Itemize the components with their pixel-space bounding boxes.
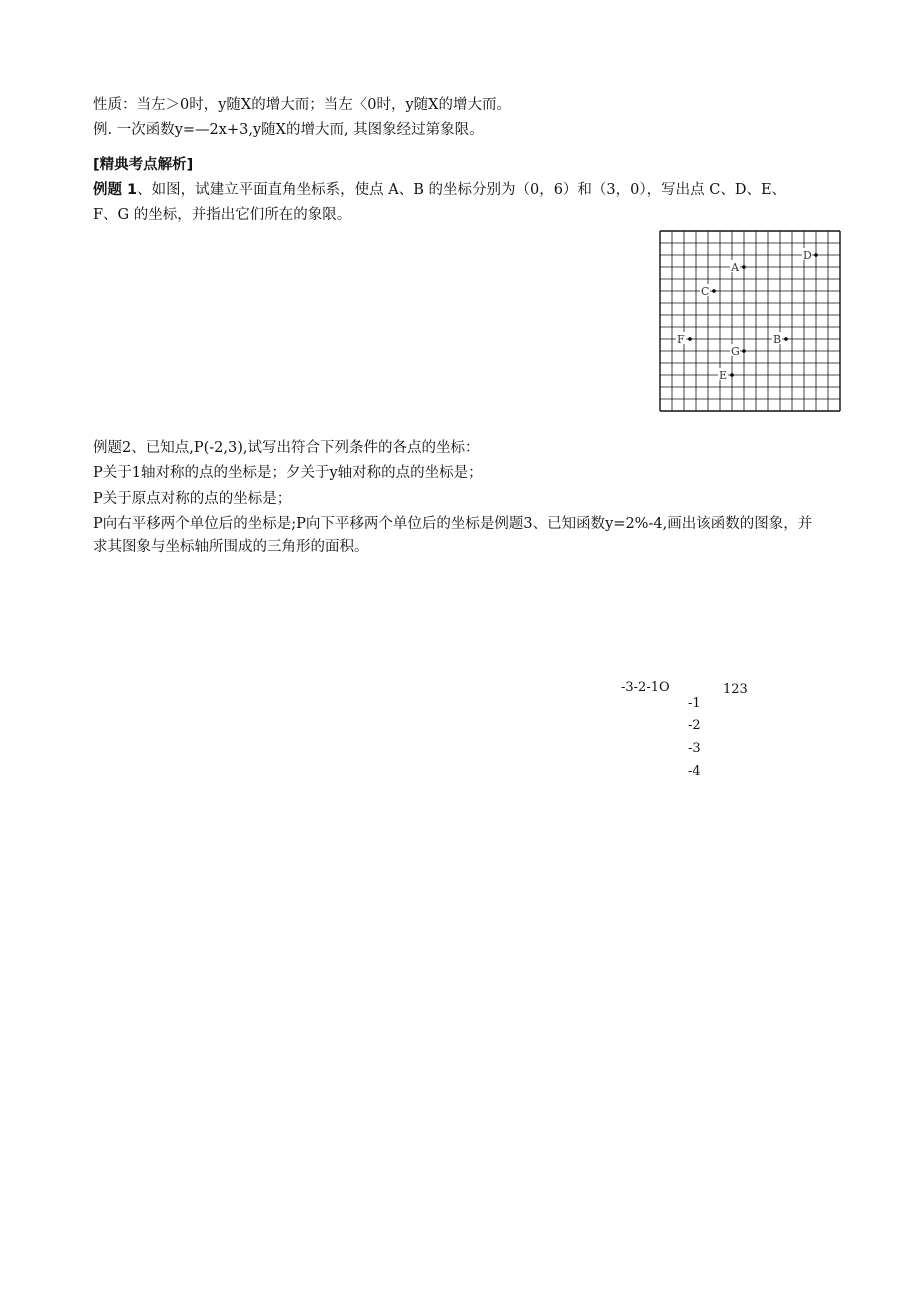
example-text: 例. 一次函数y=—2x+3,y随X的增大而, 其图象经过第象限。 [93, 122, 484, 138]
example-2-line-3: P关于原点对称的点的坐标是； [93, 491, 292, 507]
coordinate-grid-figure [658, 229, 842, 413]
point-g-marker [742, 349, 746, 353]
grid-lines [660, 231, 840, 411]
point-g-label: G [731, 345, 740, 358]
section-heading: [精典考点解析] [93, 157, 194, 173]
x-axis-positive-labels: 123 [723, 682, 748, 697]
y-axis-tick-2: -2 [688, 718, 701, 733]
point-a-label: A [731, 261, 739, 274]
point-a-marker [742, 265, 746, 269]
example-2-line-4: P向右平移两个单位后的坐标是;P向下平移两个单位后的坐标是例题3、已知函数y=2%-4,画出该函数的图象，并 [93, 516, 813, 532]
point-d-label: D [803, 249, 812, 262]
point-c-label: C [701, 285, 710, 298]
x-axis-negative-labels: -3-2-1O [621, 680, 670, 695]
example-2-line-1: 例题2、已知点,P(-2,3),试写出符合下列条件的各点的坐标： [93, 440, 480, 456]
example-2-line-5: 求其图象与坐标轴所围成的三角形的面积。 [93, 539, 369, 555]
y-axis-tick-3: -3 [688, 741, 701, 756]
point-f-marker [688, 337, 692, 341]
property-text: 性质：当左＞0时，y随X的增大而；当左〈0时，y随X的增大而。 [93, 97, 511, 113]
point-b-marker [784, 337, 788, 341]
point-b-label: B [773, 333, 782, 346]
example-1-line-2: F、G 的坐标，并指出它们所在的象限。 [93, 207, 352, 223]
point-e-marker [730, 373, 734, 377]
point-f-label: F [677, 333, 685, 346]
example-1-label: 例题 1 [93, 182, 138, 198]
point-e-label: E [719, 369, 728, 382]
y-axis-tick-1: -1 [688, 696, 701, 711]
example-1-line-1 [93, 180, 786, 200]
y-axis-tick-4: -4 [688, 764, 701, 779]
point-d-marker [814, 253, 818, 257]
point-c-marker [712, 289, 716, 293]
example-1-line-1-text: 、如图，试建立平面直角坐标系，使点 A、B 的坐标分别为（0，6）和（3，0），写出点 C、D、E、 [137, 182, 787, 198]
example-2-line-2: P关于1轴对称的点的坐标是；夕关于y轴对称的点的坐标是； [93, 465, 483, 481]
